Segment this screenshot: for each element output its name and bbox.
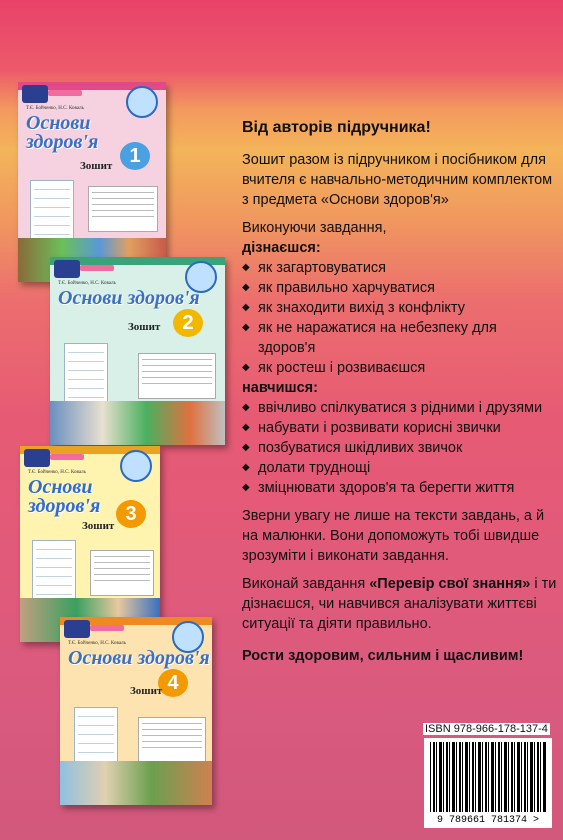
intro-paragraph: Зошит разом із підручником і посібником для вчителя є навчально-методичним комплектом з предмета «Основи здоров'я»: [242, 152, 553, 208]
book-cover-grade-1: [18, 82, 166, 282]
workbook-label: Зошит: [128, 321, 161, 333]
name-lines: [138, 353, 216, 399]
pencil-graphic: [80, 265, 114, 271]
pencil-graphic: [48, 90, 82, 96]
barcode-number: 9 789661 781374 >: [436, 815, 540, 826]
publisher-logo: [54, 260, 80, 278]
name-lines: [88, 186, 158, 232]
publisher-logo: [64, 620, 90, 638]
check-suffix: і ти дізнаєшся, чи навчився аналізувати життєві ситуації та діяти правильно.: [242, 576, 557, 632]
name-lines: [90, 550, 154, 596]
book-title: Основи здоров'я: [58, 287, 200, 309]
learn-item: ◆ як знаходити вихід з конфлікту: [242, 298, 557, 318]
check-prefix: Виконай завдання: [242, 576, 370, 592]
skills-label: навчишся:: [242, 380, 318, 396]
check-task-name: «Перевір свої знання»: [369, 576, 531, 592]
skill-item: ◆ позбуватися шкідливих звичок: [242, 438, 557, 458]
book-authors: Т.Є. Бойченко, Н.С. Коваль: [58, 281, 116, 286]
learn-item: ◆ як ростеш і розвиваєшся: [242, 358, 557, 378]
grade-number: 1: [120, 142, 150, 170]
book-title: Основи здоров'я: [26, 112, 99, 153]
book-cover-grade-4: [60, 617, 212, 805]
workbook-label: Зошит: [80, 160, 113, 172]
publisher-logo: [22, 85, 48, 103]
skill-item: ◆ долати труднощі: [242, 458, 557, 478]
book-authors: Т.Є. Бойченко, Н.С. Коваль: [28, 470, 86, 475]
contents-boxes: [74, 707, 118, 769]
book-authors: Т.Є. Бойченко, Н.С. Коваль: [26, 106, 84, 111]
book-cover-grade-2: [50, 257, 225, 445]
grade-number: 2: [173, 309, 203, 337]
grade-number: 3: [116, 500, 146, 528]
closing-line: Рости здоровим, сильним і щасливим!: [242, 648, 524, 664]
cover-photos: [60, 761, 212, 805]
check-paragraph: [242, 574, 557, 634]
learn-label: дізнаєшся:: [242, 240, 321, 256]
learn-item: ◆ як не наражатися на небезпеку для здоров'я: [242, 318, 557, 358]
contents-boxes: [64, 343, 108, 405]
publisher-logo: [24, 449, 50, 467]
contents-boxes: [30, 180, 74, 244]
pencil-graphic: [50, 454, 84, 460]
skill-item: ◆ ввічливо спілкуватися з рідними і друзями: [242, 398, 557, 418]
learn-item: ◆ як загартовуватися: [242, 258, 557, 278]
doing-tasks-text: Виконуючи завдання,: [242, 220, 387, 236]
workbook-label: Зошит: [82, 520, 115, 532]
book-title: Основи здоров'я: [68, 647, 210, 669]
cover-photos: [50, 401, 225, 445]
barcode: [424, 738, 552, 828]
learn-item: ◆ як правильно харчуватися: [242, 278, 557, 298]
skill-item: ◆ набувати і розвивати корисні звички: [242, 418, 557, 438]
book-authors: Т.Є. Бойченко, Н.С. Коваль: [68, 641, 126, 646]
workbook-label: Зошит: [130, 685, 163, 697]
contents-boxes: [32, 540, 76, 602]
book-cover-grade-3: [20, 446, 160, 642]
back-cover-text: [242, 118, 557, 666]
attention-paragraph: Зверни увагу не лише на тексти завдань, а й на малюнки. Вони допоможуть тобі швидше зрозуміти і виконати завдання.: [242, 508, 545, 564]
pencil-graphic: [90, 625, 124, 631]
grade-number: 4: [158, 669, 188, 697]
heading: Від авторів підручника!: [242, 119, 431, 136]
book-title: Основи здоров'я: [28, 476, 101, 517]
skill-item: ◆ зміцнювати здоров'я та берегти життя: [242, 478, 557, 498]
name-lines: [138, 717, 206, 763]
barcode-bars: [430, 742, 546, 812]
isbn-number: ISBN 978-966-178-137-4: [425, 723, 548, 735]
